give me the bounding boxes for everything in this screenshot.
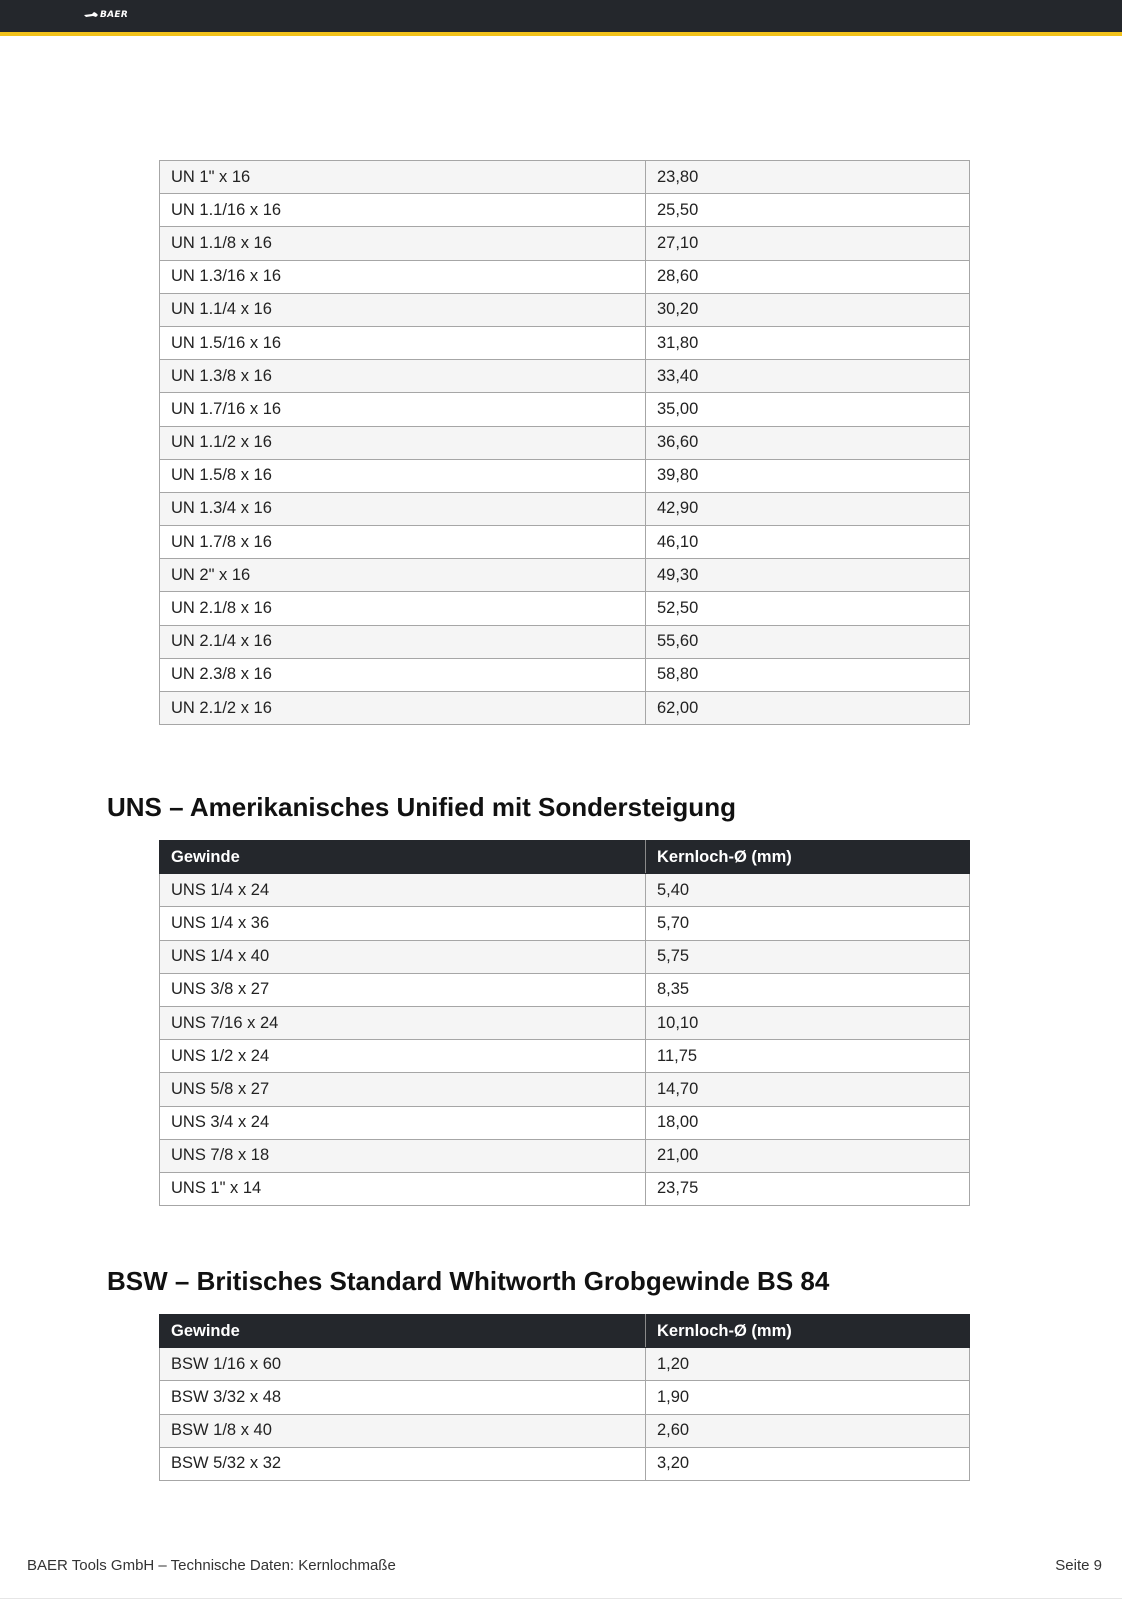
header-bar xyxy=(0,0,1122,36)
core-hole-diameter-cell: 18,00 xyxy=(646,1106,970,1139)
table-row xyxy=(160,625,970,658)
table-row xyxy=(160,1006,970,1039)
table-row xyxy=(160,1106,970,1139)
core-hole-diameter-cell: 8,35 xyxy=(646,973,970,1006)
table-row xyxy=(160,1139,970,1172)
table-header-row xyxy=(160,841,970,874)
table-row xyxy=(160,940,970,973)
page-number: Seite 9 xyxy=(1055,1557,1102,1574)
thread-cell: BSW 1/8 x 40 xyxy=(160,1414,646,1447)
thread-cell: UN 1.1/16 x 16 xyxy=(160,194,646,227)
table-row xyxy=(160,360,970,393)
thread-cell: UN 1.5/16 x 16 xyxy=(160,326,646,359)
table-row xyxy=(160,526,970,559)
table-row xyxy=(160,326,970,359)
core-hole-diameter-cell: 30,20 xyxy=(646,293,970,326)
brand-logo xyxy=(84,8,128,22)
thread-cell: UN 1.1/4 x 16 xyxy=(160,293,646,326)
core-hole-diameter-cell: 27,10 xyxy=(646,227,970,260)
core-hole-diameter-cell: 62,00 xyxy=(646,692,970,725)
thread-cell: UNS 1/4 x 24 xyxy=(160,874,646,907)
table-row xyxy=(160,907,970,940)
table-row xyxy=(160,1414,970,1447)
core-hole-diameter-cell: 23,80 xyxy=(646,161,970,194)
thread-cell: UN 1.7/16 x 16 xyxy=(160,393,646,426)
column-header-kernloch: Kernloch-Ø (mm) xyxy=(646,841,970,874)
table-row xyxy=(160,227,970,260)
table-row xyxy=(160,293,970,326)
core-hole-diameter-cell: 55,60 xyxy=(646,625,970,658)
core-hole-diameter-cell: 46,10 xyxy=(646,526,970,559)
core-hole-diameter-cell: 42,90 xyxy=(646,492,970,525)
table-row xyxy=(160,874,970,907)
column-header-gewinde: Gewinde xyxy=(160,1315,646,1348)
table-row xyxy=(160,692,970,725)
table-row xyxy=(160,1040,970,1073)
bsw-table xyxy=(159,1314,970,1481)
page-footer xyxy=(0,1554,1122,1578)
core-hole-diameter-cell: 5,40 xyxy=(646,874,970,907)
thread-cell: BSW 3/32 x 48 xyxy=(160,1381,646,1414)
table-row xyxy=(160,592,970,625)
bear-logo-icon xyxy=(84,11,98,19)
table-row xyxy=(160,459,970,492)
table-row xyxy=(160,559,970,592)
thread-cell: UN 2.1/8 x 16 xyxy=(160,592,646,625)
thread-cell: BSW 5/32 x 32 xyxy=(160,1447,646,1480)
core-hole-diameter-cell: 49,30 xyxy=(646,559,970,592)
thread-cell: UN 1.5/8 x 16 xyxy=(160,459,646,492)
thread-cell: UN 2" x 16 xyxy=(160,559,646,592)
thread-cell: UN 1.3/8 x 16 xyxy=(160,360,646,393)
core-hole-diameter-cell: 58,80 xyxy=(646,658,970,691)
thread-cell: UN 2.3/8 x 16 xyxy=(160,658,646,691)
thread-cell: UN 1.3/16 x 16 xyxy=(160,260,646,293)
table-row xyxy=(160,973,970,1006)
table-row xyxy=(160,1172,970,1205)
core-hole-diameter-cell: 11,75 xyxy=(646,1040,970,1073)
core-hole-diameter-cell: 36,60 xyxy=(646,426,970,459)
table-row xyxy=(160,161,970,194)
core-hole-diameter-cell: 33,40 xyxy=(646,360,970,393)
core-hole-diameter-cell: 21,00 xyxy=(646,1139,970,1172)
column-header-kernloch: Kernloch-Ø (mm) xyxy=(646,1315,970,1348)
table-row xyxy=(160,426,970,459)
core-hole-diameter-cell: 31,80 xyxy=(646,326,970,359)
core-hole-diameter-cell: 52,50 xyxy=(646,592,970,625)
core-hole-diameter-cell: 23,75 xyxy=(646,1172,970,1205)
core-hole-diameter-cell: 2,60 xyxy=(646,1414,970,1447)
thread-cell: UN 1.7/8 x 16 xyxy=(160,526,646,559)
table-row xyxy=(160,393,970,426)
uns-section-heading: UNS – Amerikanisches Unified mit Sondersteigung xyxy=(107,792,736,822)
thread-cell: UNS 7/16 x 24 xyxy=(160,1006,646,1039)
footer-divider xyxy=(0,1598,1122,1599)
thread-cell: UN 1" x 16 xyxy=(160,161,646,194)
core-hole-diameter-cell: 5,75 xyxy=(646,940,970,973)
core-hole-diameter-cell: 3,20 xyxy=(646,1447,970,1480)
core-hole-diameter-cell: 10,10 xyxy=(646,1006,970,1039)
thread-cell: UNS 1/4 x 36 xyxy=(160,907,646,940)
thread-cell: BSW 1/16 x 60 xyxy=(160,1348,646,1381)
thread-cell: UNS 7/8 x 18 xyxy=(160,1139,646,1172)
thread-cell: UN 2.1/2 x 16 xyxy=(160,692,646,725)
thread-cell: UNS 1" x 14 xyxy=(160,1172,646,1205)
table-row xyxy=(160,1447,970,1480)
core-hole-diameter-cell: 5,70 xyxy=(646,907,970,940)
table-row xyxy=(160,260,970,293)
thread-cell: UN 1.1/8 x 16 xyxy=(160,227,646,260)
thread-cell: UN 2.1/4 x 16 xyxy=(160,625,646,658)
table-row xyxy=(160,1381,970,1414)
core-hole-diameter-cell: 14,70 xyxy=(646,1073,970,1106)
thread-cell: UN 1.1/2 x 16 xyxy=(160,426,646,459)
core-hole-diameter-cell: 1,90 xyxy=(646,1381,970,1414)
bsw-section-heading: BSW – Britisches Standard Whitworth Grobgewinde BS 84 xyxy=(107,1266,830,1296)
un-table xyxy=(159,160,970,725)
core-hole-diameter-cell: 25,50 xyxy=(646,194,970,227)
table-row xyxy=(160,1348,970,1381)
table-row xyxy=(160,194,970,227)
logo-text: BAER xyxy=(100,10,129,20)
thread-cell: UNS 1/4 x 40 xyxy=(160,940,646,973)
table-header-row xyxy=(160,1315,970,1348)
thread-cell: UNS 5/8 x 27 xyxy=(160,1073,646,1106)
column-header-gewinde: Gewinde xyxy=(160,841,646,874)
core-hole-diameter-cell: 1,20 xyxy=(646,1348,970,1381)
thread-cell: UNS 3/4 x 24 xyxy=(160,1106,646,1139)
thread-cell: UNS 3/8 x 27 xyxy=(160,973,646,1006)
table-row xyxy=(160,492,970,525)
core-hole-diameter-cell: 35,00 xyxy=(646,393,970,426)
thread-cell: UN 1.3/4 x 16 xyxy=(160,492,646,525)
table-row xyxy=(160,1073,970,1106)
uns-table xyxy=(159,840,970,1206)
core-hole-diameter-cell: 28,60 xyxy=(646,260,970,293)
core-hole-diameter-cell: 39,80 xyxy=(646,459,970,492)
footer-company-text: BAER Tools GmbH – Technische Daten: Kernlochmaße xyxy=(27,1557,396,1574)
thread-cell: UNS 1/2 x 24 xyxy=(160,1040,646,1073)
table-row xyxy=(160,658,970,691)
